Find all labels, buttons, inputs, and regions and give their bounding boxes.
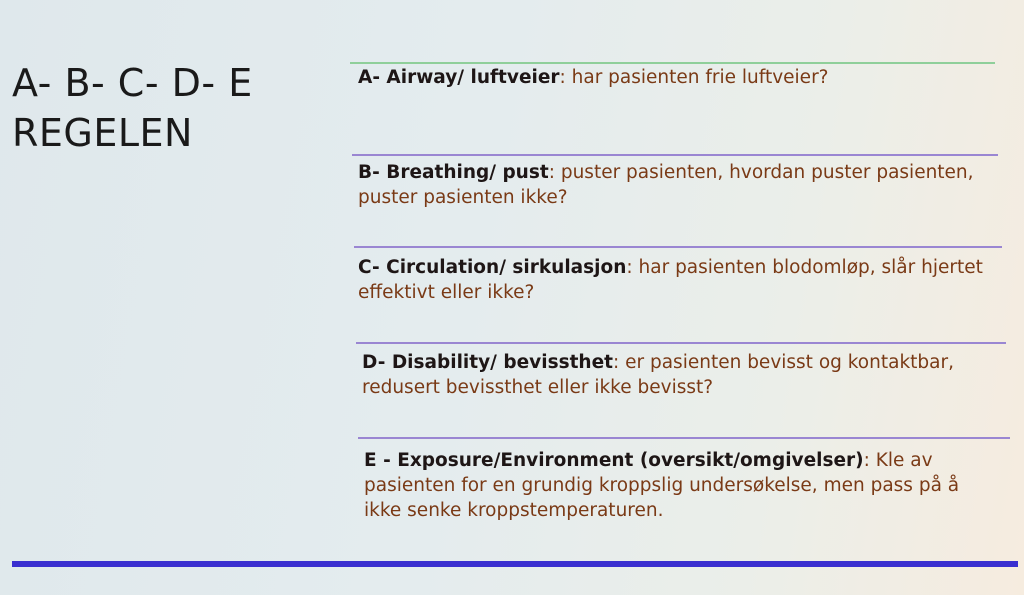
item-c-text: : har pasienten blodomløp, slår hjertet effektivt eller ikke?	[358, 257, 983, 303]
rule-item-c	[358, 255, 998, 305]
rule-item-a	[358, 65, 998, 90]
item-c-heading: C- Circulation/ sirkulasjon	[358, 257, 627, 278]
divider-b	[352, 154, 998, 156]
divider-c	[354, 246, 1002, 248]
bottom-accent-bar	[12, 561, 1018, 567]
divider-a	[350, 62, 995, 64]
slide-title	[12, 58, 253, 158]
title-line-2: REGELEN	[12, 111, 193, 155]
item-d-text: : er pasienten bevisst og kontaktbar, redusert bevissthet eller ikke bevisst?	[362, 352, 954, 398]
rule-item-e	[364, 448, 1000, 523]
item-b-text: : puster pasienten, hvordan puster pasienten, puster pasienten ikke?	[358, 162, 974, 208]
divider-d	[356, 342, 1006, 344]
divider-e	[358, 437, 1010, 439]
item-a-heading: A- Airway/ luftveier	[358, 67, 560, 88]
item-a-text: : har pasienten frie luftveier?	[559, 67, 829, 88]
item-d-heading: D- Disability/ bevissthet	[362, 352, 613, 373]
rule-item-d	[362, 350, 1002, 400]
item-e-heading: E - Exposure/Environment (oversikt/omgivelser)	[364, 450, 864, 471]
title-line-1: A- B- C- D- E	[12, 61, 253, 105]
item-b-heading: B- Breathing/ pust	[358, 162, 549, 183]
item-e-text: : Kle av pasienten for en grundig kroppslig undersøkelse, men pass på å ikke senke kroppstemperaturen.	[364, 450, 960, 521]
rule-item-b	[358, 160, 998, 210]
